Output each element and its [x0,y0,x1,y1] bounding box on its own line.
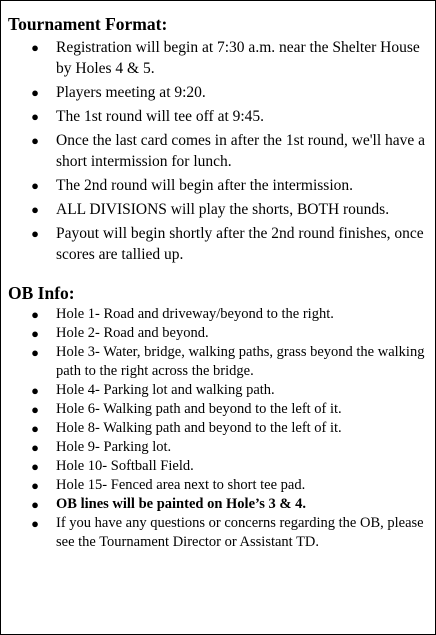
list-item [8,37,426,79]
bullet-icon: ● [31,326,39,341]
bullet-icon: ● [31,345,39,360]
list-item [8,175,426,196]
document-content [8,14,426,552]
list-item [8,514,426,552]
list-item-text: The 1st round will tee off at 9:45. [56,108,265,125]
list-item [8,457,426,476]
list-item [8,130,426,172]
ob-paint-notice: OB lines will be painted on Hole’s 3 & 4. [56,496,307,512]
bullet-icon: ● [31,497,39,512]
bullet-icon: ● [31,402,39,417]
bullet-icon: ● [31,516,39,531]
bullet-icon: ● [31,307,39,322]
list-item-text: Hole 6- Walking path and beyond to the left of it. [56,401,342,417]
bullet-icon: ● [31,178,39,193]
list-item-text: Payout will begin shortly after the 2nd round finishes, once scores are tallied up. [56,225,424,263]
list-item [8,324,426,343]
section-spacer [8,268,426,283]
list-item [8,106,426,127]
list-item [8,438,426,457]
tournament-format-heading: Tournament Format: [8,14,168,34]
bullet-icon: ● [31,383,39,398]
list-item-text: Registration will begin at 7:30 a.m. near the Shelter House by Holes 4 & 5. [56,39,420,77]
list-item [8,419,426,438]
list-item-text: ALL DIVISIONS will play the shorts, BOTH rounds. [56,201,390,218]
list-item [8,495,426,514]
list-item-text: Hole 8- Walking path and beyond to the left of it. [56,420,342,436]
list-item-text: If you have any questions or concerns regarding the OB, please see the Tournament Director or Assistant TD. [56,515,424,550]
list-item-text: Players meeting at 9:20. [56,84,206,101]
list-item-text: Hole 10- Softball Field. [56,458,194,474]
list-item [8,343,426,381]
bullet-icon: ● [31,440,39,455]
list-item-text: The 2nd round will begin after the intermission. [56,177,354,194]
list-item [8,223,426,265]
list-item-text: Hole 9- Parking lot. [56,439,172,455]
list-item [8,199,426,220]
list-item-text: Once the last card comes in after the 1st round, we'll have a short intermission for lunch. [56,132,426,170]
list-item [8,381,426,400]
tournament-format-list [8,37,426,265]
bullet-icon: ● [31,421,39,436]
list-item-text: Hole 4- Parking lot and walking path. [56,382,275,398]
list-item-text: Hole 15- Fenced area next to short tee pad. [56,477,306,493]
bullet-icon: ● [31,40,39,55]
bullet-icon: ● [31,478,39,493]
bullet-icon: ● [31,109,39,124]
list-item [8,305,426,324]
ob-info-heading: OB Info: [8,283,75,303]
list-item-text: Hole 1- Road and driveway/beyond to the right. [56,306,334,322]
list-item [8,476,426,495]
ob-info-list [8,305,426,552]
bullet-icon: ● [31,459,39,474]
list-item [8,400,426,419]
list-item [8,82,426,103]
list-item-text: Hole 2- Road and beyond. [56,325,209,341]
bullet-icon: ● [31,202,39,217]
bullet-icon: ● [31,85,39,100]
bullet-icon: ● [31,226,39,241]
list-item-text: Hole 3- Water, bridge, walking paths, grass beyond the walking path to the right across the bridge. [56,344,425,379]
bullet-icon: ● [31,133,39,148]
